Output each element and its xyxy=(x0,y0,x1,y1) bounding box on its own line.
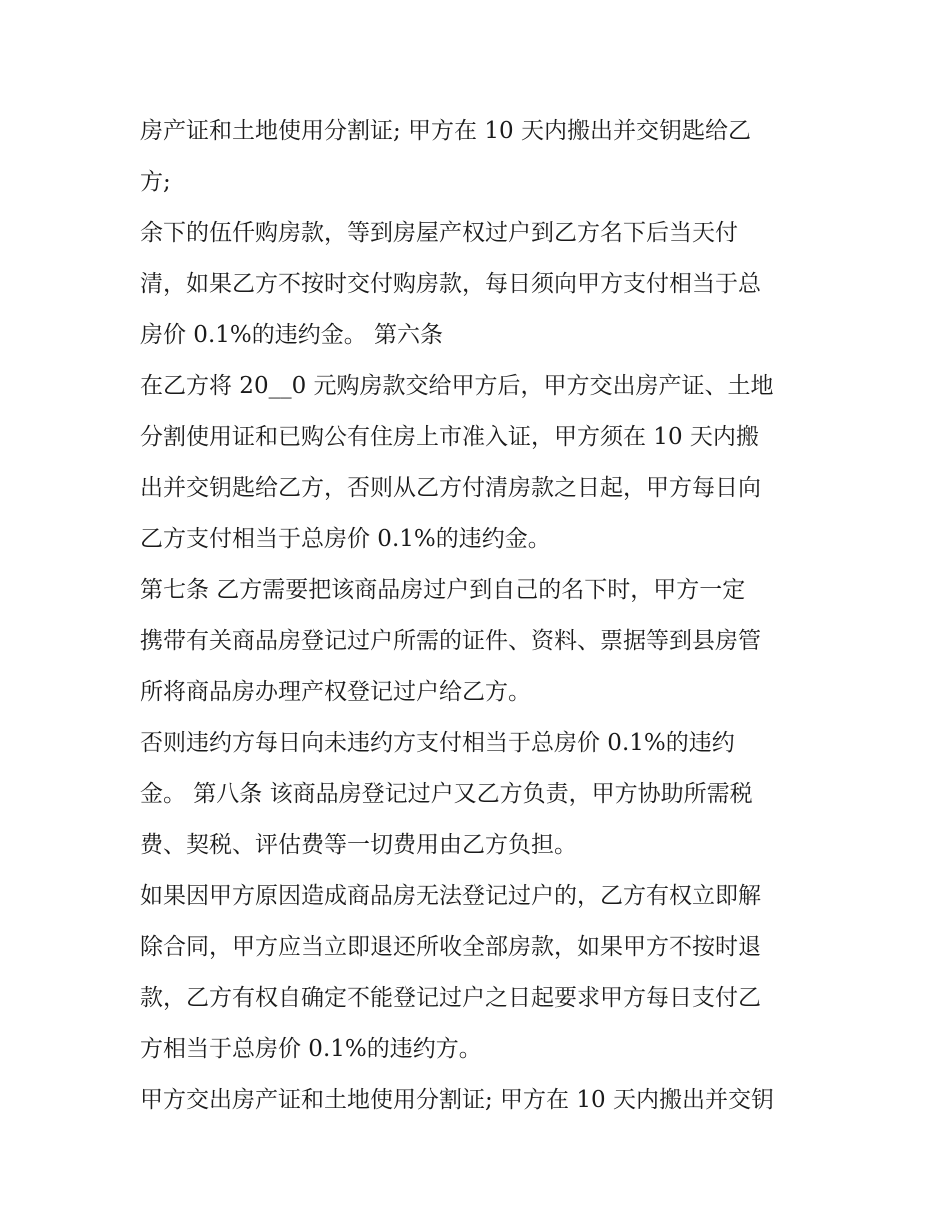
text-line: 款，乙方有权自确定不能登记过户之日起要求甲方每日支付乙 xyxy=(140,985,761,1011)
text-line: 房产证和土地使用分割证; 甲方在 10 天内搬出并交钥匙给乙 xyxy=(140,118,751,144)
text-line: 除合同，甲方应当立即退还所收全部房款，如果甲方不按时退 xyxy=(140,934,761,960)
text-line: 否则违约方每日向未违约方支付相当于总房价 0.1%的违约 xyxy=(140,730,735,756)
text-line: 方相当于总房价 0.1%的违约方。 xyxy=(140,1036,482,1062)
text-line: 分割使用证和已购公有住房上市准入证，甲方须在 10 天内搬 xyxy=(140,424,759,450)
text-line: 方; xyxy=(140,169,171,195)
text-line: 所将商品房办理产权登记过户给乙方。 xyxy=(140,679,531,705)
text-line: 余下的伍仟购房款，等到房屋产权过户到乙方名下后当天付 xyxy=(140,220,738,246)
text-line: 携带有关商品房登记过户所需的证件、资料、票据等到县房管 xyxy=(140,628,761,654)
text-line: 清，如果乙方不按时交付购房款，每日须向甲方支付相当于总 xyxy=(140,271,761,297)
text-line: 如果因甲方原因造成商品房无法登记过户的，乙方有权立即解 xyxy=(140,883,761,909)
text-line: 第七条 乙方需要把该商品房过户到自己的名下时，甲方一定 xyxy=(140,577,746,603)
text-line: 金。 第八条 该商品房登记过户又乙方负责，甲方协助所需税 xyxy=(140,781,753,807)
contract-text xyxy=(140,106,830,1126)
text-line: 甲方交出房产证和土地使用分割证; 甲方在 10 天内搬出并交钥 xyxy=(140,1087,774,1113)
text-line: 乙方支付相当于总房价 0.1%的违约金。 xyxy=(140,526,551,552)
text-line: 出并交钥匙给乙方，否则从乙方付清房款之日起，甲方每日向 xyxy=(140,475,761,501)
text-line: 费、契税、评估费等一切费用由乙方负担。 xyxy=(140,832,577,858)
text-line: 房价 0.1%的违约金。 第六条 xyxy=(140,322,444,348)
text-line: 在乙方将 20__0 元购房款交给甲方后，甲方交出房产证、土地 xyxy=(140,373,774,399)
